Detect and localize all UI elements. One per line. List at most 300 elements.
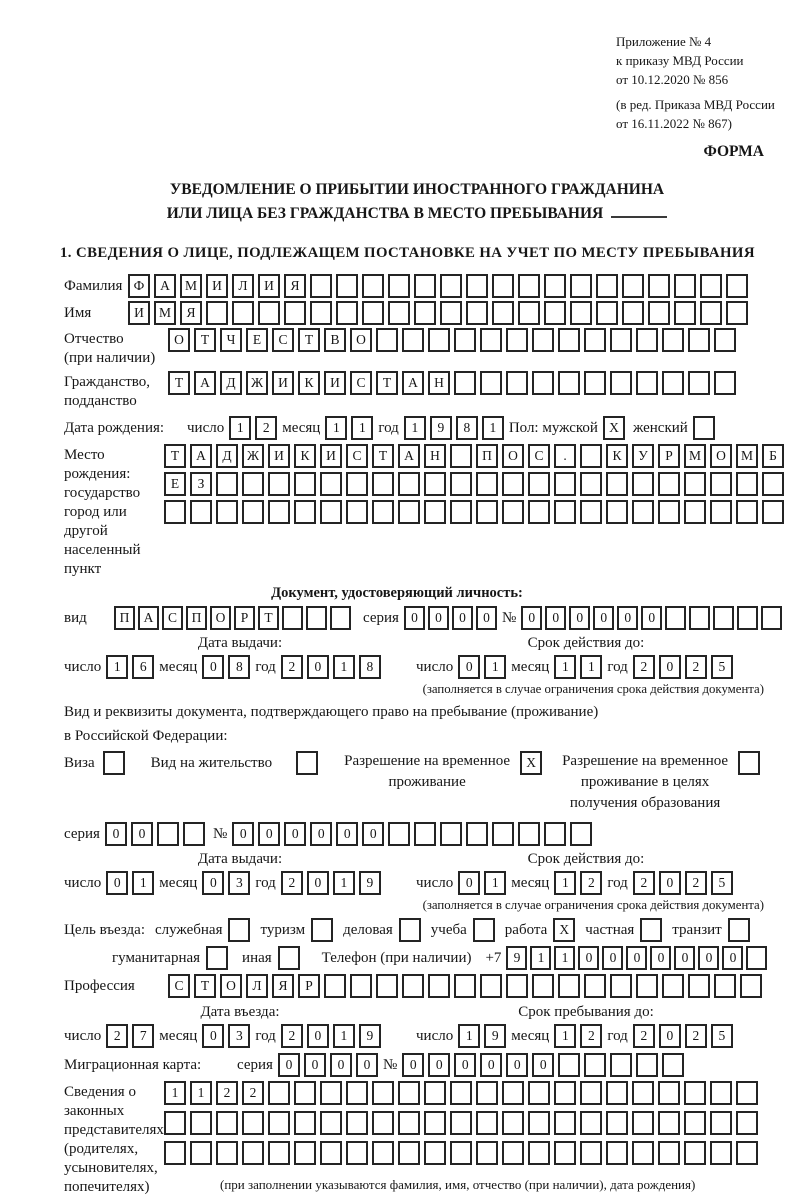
- residence-series-cells[interactable]: [105, 822, 205, 846]
- char-cell[interactable]: [554, 1081, 576, 1105]
- char-cell[interactable]: [502, 1081, 524, 1105]
- char-cell[interactable]: 0: [674, 946, 695, 970]
- char-cell[interactable]: [622, 301, 644, 325]
- char-cell[interactable]: Р: [298, 974, 320, 998]
- char-cell[interactable]: Ж: [242, 444, 264, 468]
- residence-expiry-month-cells[interactable]: [554, 871, 602, 895]
- char-cell[interactable]: [480, 974, 502, 998]
- char-cell[interactable]: [700, 301, 722, 325]
- char-cell[interactable]: [466, 301, 488, 325]
- char-cell[interactable]: [294, 1111, 316, 1135]
- char-cell[interactable]: [216, 1111, 238, 1135]
- char-cell[interactable]: [103, 751, 125, 775]
- char-cell[interactable]: [532, 974, 554, 998]
- char-cell[interactable]: 0: [304, 1053, 326, 1077]
- char-cell[interactable]: [714, 974, 736, 998]
- char-cell[interactable]: П: [114, 606, 135, 630]
- char-cell[interactable]: 2: [633, 655, 655, 679]
- char-cell[interactable]: М: [736, 444, 758, 468]
- char-cell[interactable]: [362, 301, 384, 325]
- char-cell[interactable]: [424, 472, 446, 496]
- char-cell[interactable]: 1: [530, 946, 551, 970]
- char-cell[interactable]: [362, 274, 384, 298]
- char-cell[interactable]: 1: [580, 655, 602, 679]
- char-cell[interactable]: 2: [281, 655, 303, 679]
- char-cell[interactable]: [294, 1081, 316, 1105]
- char-cell[interactable]: [518, 822, 540, 846]
- purpose-business-checkbox[interactable]: [399, 918, 421, 942]
- char-cell[interactable]: 0: [258, 822, 280, 846]
- char-cell[interactable]: [398, 1081, 420, 1105]
- doc-expiry-year-cells[interactable]: [633, 655, 733, 679]
- char-cell[interactable]: [346, 1081, 368, 1105]
- char-cell[interactable]: 0: [106, 871, 128, 895]
- char-cell[interactable]: X: [603, 416, 625, 440]
- doc-number-cells[interactable]: [521, 606, 782, 630]
- char-cell[interactable]: [710, 500, 732, 524]
- char-cell[interactable]: [658, 1081, 680, 1105]
- char-cell[interactable]: [330, 606, 351, 630]
- entry-month-cells[interactable]: [202, 1024, 250, 1048]
- char-cell[interactable]: [606, 1141, 628, 1165]
- doc-expiry-month-cells[interactable]: [554, 655, 602, 679]
- char-cell[interactable]: Е: [246, 328, 268, 352]
- char-cell[interactable]: [737, 606, 758, 630]
- char-cell[interactable]: [440, 274, 462, 298]
- char-cell[interactable]: [398, 500, 420, 524]
- char-cell[interactable]: [688, 974, 710, 998]
- char-cell[interactable]: [610, 371, 632, 395]
- char-cell[interactable]: 9: [506, 946, 527, 970]
- char-cell[interactable]: 0: [626, 946, 647, 970]
- char-cell[interactable]: [580, 472, 602, 496]
- char-cell[interactable]: С: [162, 606, 183, 630]
- char-cell[interactable]: [399, 918, 421, 942]
- char-cell[interactable]: [502, 1141, 524, 1165]
- char-cell[interactable]: [376, 328, 398, 352]
- char-cell[interactable]: 0: [641, 606, 662, 630]
- char-cell[interactable]: 0: [545, 606, 566, 630]
- char-cell[interactable]: 0: [659, 1024, 681, 1048]
- sex-male-checkbox[interactable]: [603, 416, 625, 440]
- char-cell[interactable]: [606, 500, 628, 524]
- char-cell[interactable]: 5: [711, 871, 733, 895]
- char-cell[interactable]: [610, 328, 632, 352]
- char-cell[interactable]: [428, 328, 450, 352]
- char-cell[interactable]: Я: [284, 274, 306, 298]
- char-cell[interactable]: [402, 974, 424, 998]
- char-cell[interactable]: С: [346, 444, 368, 468]
- char-cell[interactable]: 5: [711, 1024, 733, 1048]
- char-cell[interactable]: [689, 606, 710, 630]
- char-cell[interactable]: [424, 1081, 446, 1105]
- char-cell[interactable]: [502, 500, 524, 524]
- char-cell[interactable]: 0: [307, 871, 329, 895]
- char-cell[interactable]: [320, 1141, 342, 1165]
- char-cell[interactable]: Я: [180, 301, 202, 325]
- char-cell[interactable]: [736, 1081, 758, 1105]
- char-cell[interactable]: 0: [452, 606, 473, 630]
- char-cell[interactable]: 0: [131, 822, 153, 846]
- char-cell[interactable]: А: [190, 444, 212, 468]
- char-cell[interactable]: [414, 274, 436, 298]
- char-cell[interactable]: [528, 472, 550, 496]
- char-cell[interactable]: 0: [476, 606, 497, 630]
- char-cell[interactable]: [164, 1111, 186, 1135]
- purpose-tourism-checkbox[interactable]: [311, 918, 333, 942]
- char-cell[interactable]: 1: [333, 871, 355, 895]
- char-cell[interactable]: 0: [569, 606, 590, 630]
- char-cell[interactable]: [570, 301, 592, 325]
- char-cell[interactable]: 1: [164, 1081, 186, 1105]
- char-cell[interactable]: [350, 974, 372, 998]
- char-cell[interactable]: [658, 1141, 680, 1165]
- char-cell[interactable]: [346, 1141, 368, 1165]
- char-cell[interactable]: О: [210, 606, 231, 630]
- purpose-study-checkbox[interactable]: [473, 918, 495, 942]
- char-cell[interactable]: [558, 974, 580, 998]
- char-cell[interactable]: [476, 1081, 498, 1105]
- char-cell[interactable]: [726, 274, 748, 298]
- char-cell[interactable]: [294, 472, 316, 496]
- citizenship-cells[interactable]: [168, 371, 736, 395]
- char-cell[interactable]: [736, 1141, 758, 1165]
- char-cell[interactable]: [306, 606, 327, 630]
- char-cell[interactable]: Н: [428, 371, 450, 395]
- char-cell[interactable]: А: [154, 274, 176, 298]
- char-cell[interactable]: [606, 472, 628, 496]
- char-cell[interactable]: П: [186, 606, 207, 630]
- char-cell[interactable]: [596, 301, 618, 325]
- char-cell[interactable]: [216, 500, 238, 524]
- char-cell[interactable]: М: [154, 301, 176, 325]
- char-cell[interactable]: 5: [711, 655, 733, 679]
- char-cell[interactable]: 7: [132, 1024, 154, 1048]
- char-cell[interactable]: 2: [216, 1081, 238, 1105]
- char-cell[interactable]: 0: [659, 871, 681, 895]
- char-cell[interactable]: [728, 918, 750, 942]
- char-cell[interactable]: [528, 500, 550, 524]
- legal-row2-cells[interactable]: [164, 1111, 758, 1135]
- char-cell[interactable]: [580, 1111, 602, 1135]
- residence-permit-checkbox[interactable]: [296, 751, 318, 775]
- char-cell[interactable]: 0: [105, 822, 127, 846]
- char-cell[interactable]: С: [528, 444, 550, 468]
- char-cell[interactable]: [216, 472, 238, 496]
- char-cell[interactable]: [310, 301, 332, 325]
- char-cell[interactable]: [518, 301, 540, 325]
- char-cell[interactable]: 0: [458, 655, 480, 679]
- entry-year-cells[interactable]: [281, 1024, 381, 1048]
- char-cell[interactable]: 0: [722, 946, 743, 970]
- char-cell[interactable]: [506, 371, 528, 395]
- entry-day-cells[interactable]: [106, 1024, 154, 1048]
- char-cell[interactable]: [502, 472, 524, 496]
- char-cell[interactable]: [710, 1081, 732, 1105]
- char-cell[interactable]: Е: [164, 472, 186, 496]
- char-cell[interactable]: [740, 974, 762, 998]
- char-cell[interactable]: 1: [554, 1024, 576, 1048]
- char-cell[interactable]: [640, 918, 662, 942]
- char-cell[interactable]: [648, 274, 670, 298]
- char-cell[interactable]: [584, 974, 606, 998]
- char-cell[interactable]: [693, 416, 715, 440]
- char-cell[interactable]: [658, 1111, 680, 1135]
- residence-expiry-day-cells[interactable]: [458, 871, 506, 895]
- char-cell[interactable]: [372, 472, 394, 496]
- char-cell[interactable]: [688, 328, 710, 352]
- char-cell[interactable]: 0: [480, 1053, 502, 1077]
- char-cell[interactable]: [636, 1053, 658, 1077]
- purpose-humanitarian-checkbox[interactable]: [206, 946, 228, 970]
- char-cell[interactable]: [268, 1081, 290, 1105]
- char-cell[interactable]: [388, 822, 410, 846]
- char-cell[interactable]: 1: [484, 655, 506, 679]
- char-cell[interactable]: [320, 472, 342, 496]
- char-cell[interactable]: 1: [351, 416, 373, 440]
- birth-month-cells[interactable]: [325, 416, 373, 440]
- char-cell[interactable]: [554, 472, 576, 496]
- char-cell[interactable]: [762, 500, 784, 524]
- char-cell[interactable]: [636, 328, 658, 352]
- char-cell[interactable]: [684, 1081, 706, 1105]
- char-cell[interactable]: 0: [521, 606, 542, 630]
- char-cell[interactable]: 3: [228, 871, 250, 895]
- char-cell[interactable]: [278, 946, 300, 970]
- char-cell[interactable]: 1: [458, 1024, 480, 1048]
- char-cell[interactable]: 1: [484, 871, 506, 895]
- char-cell[interactable]: О: [168, 328, 190, 352]
- char-cell[interactable]: [554, 1141, 576, 1165]
- birth-place-row3-cells[interactable]: [164, 500, 784, 524]
- char-cell[interactable]: [480, 371, 502, 395]
- char-cell[interactable]: [662, 1053, 684, 1077]
- char-cell[interactable]: [674, 274, 696, 298]
- char-cell[interactable]: У: [632, 444, 654, 468]
- char-cell[interactable]: [190, 500, 212, 524]
- char-cell[interactable]: [450, 500, 472, 524]
- char-cell[interactable]: [506, 328, 528, 352]
- char-cell[interactable]: [440, 301, 462, 325]
- purpose-work-checkbox[interactable]: [553, 918, 575, 942]
- char-cell[interactable]: [320, 1111, 342, 1135]
- char-cell[interactable]: 8: [228, 655, 250, 679]
- char-cell[interactable]: [674, 301, 696, 325]
- char-cell[interactable]: [684, 1141, 706, 1165]
- char-cell[interactable]: 0: [404, 606, 425, 630]
- char-cell[interactable]: 0: [454, 1053, 476, 1077]
- doc-expiry-day-cells[interactable]: [458, 655, 506, 679]
- purpose-other-checkbox[interactable]: [278, 946, 300, 970]
- char-cell[interactable]: [466, 822, 488, 846]
- char-cell[interactable]: 0: [330, 1053, 352, 1077]
- doc-kind-cells[interactable]: [114, 606, 351, 630]
- char-cell[interactable]: [336, 274, 358, 298]
- char-cell[interactable]: [310, 274, 332, 298]
- char-cell[interactable]: 2: [633, 1024, 655, 1048]
- char-cell[interactable]: Д: [216, 444, 238, 468]
- char-cell[interactable]: К: [606, 444, 628, 468]
- char-cell[interactable]: С: [350, 371, 372, 395]
- char-cell[interactable]: 1: [106, 655, 128, 679]
- char-cell[interactable]: 0: [336, 822, 358, 846]
- char-cell[interactable]: 2: [685, 871, 707, 895]
- char-cell[interactable]: [320, 500, 342, 524]
- char-cell[interactable]: [388, 274, 410, 298]
- char-cell[interactable]: В: [324, 328, 346, 352]
- char-cell[interactable]: [372, 1141, 394, 1165]
- char-cell[interactable]: Т: [168, 371, 190, 395]
- char-cell[interactable]: 2: [580, 1024, 602, 1048]
- char-cell[interactable]: 8: [456, 416, 478, 440]
- char-cell[interactable]: [284, 301, 306, 325]
- char-cell[interactable]: [206, 946, 228, 970]
- char-cell[interactable]: [688, 371, 710, 395]
- residence-issue-day-cells[interactable]: [106, 871, 154, 895]
- char-cell[interactable]: [632, 500, 654, 524]
- char-cell[interactable]: [476, 472, 498, 496]
- char-cell[interactable]: 0: [428, 606, 449, 630]
- char-cell[interactable]: И: [324, 371, 346, 395]
- char-cell[interactable]: 0: [506, 1053, 528, 1077]
- char-cell[interactable]: [662, 974, 684, 998]
- char-cell[interactable]: [424, 500, 446, 524]
- char-cell[interactable]: [528, 1141, 550, 1165]
- char-cell[interactable]: [372, 1081, 394, 1105]
- char-cell[interactable]: О: [220, 974, 242, 998]
- char-cell[interactable]: 0: [307, 655, 329, 679]
- char-cell[interactable]: 6: [132, 655, 154, 679]
- char-cell[interactable]: 0: [532, 1053, 554, 1077]
- purpose-transit-checkbox[interactable]: [728, 918, 750, 942]
- char-cell[interactable]: 0: [278, 1053, 300, 1077]
- char-cell[interactable]: 2: [685, 655, 707, 679]
- char-cell[interactable]: [761, 606, 782, 630]
- char-cell[interactable]: И: [272, 371, 294, 395]
- char-cell[interactable]: 9: [484, 1024, 506, 1048]
- char-cell[interactable]: К: [298, 371, 320, 395]
- char-cell[interactable]: [714, 371, 736, 395]
- char-cell[interactable]: И: [206, 274, 228, 298]
- char-cell[interactable]: [632, 472, 654, 496]
- char-cell[interactable]: [632, 1081, 654, 1105]
- char-cell[interactable]: [216, 1141, 238, 1165]
- char-cell[interactable]: Т: [258, 606, 279, 630]
- char-cell[interactable]: 2: [242, 1081, 264, 1105]
- char-cell[interactable]: [473, 918, 495, 942]
- char-cell[interactable]: [424, 1111, 446, 1135]
- char-cell[interactable]: [268, 1141, 290, 1165]
- char-cell[interactable]: [492, 301, 514, 325]
- char-cell[interactable]: [398, 1141, 420, 1165]
- char-cell[interactable]: 0: [307, 1024, 329, 1048]
- char-cell[interactable]: 0: [232, 822, 254, 846]
- char-cell[interactable]: 0: [362, 822, 384, 846]
- char-cell[interactable]: 0: [402, 1053, 424, 1077]
- char-cell[interactable]: Т: [298, 328, 320, 352]
- char-cell[interactable]: [242, 500, 264, 524]
- char-cell[interactable]: Ч: [220, 328, 242, 352]
- char-cell[interactable]: М: [180, 274, 202, 298]
- char-cell[interactable]: 3: [228, 1024, 250, 1048]
- residence-number-cells[interactable]: [232, 822, 592, 846]
- char-cell[interactable]: 0: [356, 1053, 378, 1077]
- birth-year-cells[interactable]: [404, 416, 504, 440]
- char-cell[interactable]: [570, 822, 592, 846]
- temp-residence-checkbox[interactable]: [520, 751, 542, 775]
- char-cell[interactable]: [372, 500, 394, 524]
- char-cell[interactable]: [450, 1141, 472, 1165]
- stay-month-cells[interactable]: [554, 1024, 602, 1048]
- char-cell[interactable]: [580, 444, 602, 468]
- char-cell[interactable]: [632, 1141, 654, 1165]
- char-cell[interactable]: И: [258, 274, 280, 298]
- char-cell[interactable]: [450, 1111, 472, 1135]
- char-cell[interactable]: 0: [602, 946, 623, 970]
- visa-checkbox[interactable]: [103, 751, 125, 775]
- char-cell[interactable]: [736, 1111, 758, 1135]
- char-cell[interactable]: [658, 500, 680, 524]
- char-cell[interactable]: [580, 1081, 602, 1105]
- sex-female-checkbox[interactable]: [693, 416, 715, 440]
- char-cell[interactable]: 0: [593, 606, 614, 630]
- char-cell[interactable]: Т: [194, 328, 216, 352]
- char-cell[interactable]: [502, 1111, 524, 1135]
- char-cell[interactable]: [622, 274, 644, 298]
- char-cell[interactable]: [454, 974, 476, 998]
- char-cell[interactable]: И: [268, 444, 290, 468]
- char-cell[interactable]: [606, 1111, 628, 1135]
- char-cell[interactable]: Т: [164, 444, 186, 468]
- char-cell[interactable]: 0: [578, 946, 599, 970]
- char-cell[interactable]: [558, 1053, 580, 1077]
- char-cell[interactable]: [558, 328, 580, 352]
- purpose-official-checkbox[interactable]: [228, 918, 250, 942]
- char-cell[interactable]: [658, 472, 680, 496]
- char-cell[interactable]: [665, 606, 686, 630]
- char-cell[interactable]: [710, 1111, 732, 1135]
- char-cell[interactable]: [662, 328, 684, 352]
- char-cell[interactable]: [324, 974, 346, 998]
- char-cell[interactable]: [584, 328, 606, 352]
- char-cell[interactable]: А: [402, 371, 424, 395]
- char-cell[interactable]: [232, 301, 254, 325]
- char-cell[interactable]: [424, 1141, 446, 1165]
- char-cell[interactable]: [580, 500, 602, 524]
- legal-row1-cells[interactable]: [164, 1081, 758, 1105]
- char-cell[interactable]: [376, 974, 398, 998]
- char-cell[interactable]: [476, 500, 498, 524]
- char-cell[interactable]: [388, 301, 410, 325]
- patronymic-cells[interactable]: [168, 328, 736, 352]
- char-cell[interactable]: О: [502, 444, 524, 468]
- char-cell[interactable]: [454, 328, 476, 352]
- char-cell[interactable]: 2: [281, 871, 303, 895]
- char-cell[interactable]: 8: [359, 655, 381, 679]
- char-cell[interactable]: [242, 1141, 264, 1165]
- char-cell[interactable]: [190, 1111, 212, 1135]
- char-cell[interactable]: [636, 974, 658, 998]
- char-cell[interactable]: [558, 371, 580, 395]
- char-cell[interactable]: [480, 328, 502, 352]
- char-cell[interactable]: 1: [554, 655, 576, 679]
- char-cell[interactable]: А: [398, 444, 420, 468]
- char-cell[interactable]: 2: [106, 1024, 128, 1048]
- char-cell[interactable]: [282, 606, 303, 630]
- char-cell[interactable]: [398, 472, 420, 496]
- char-cell[interactable]: 1: [554, 871, 576, 895]
- char-cell[interactable]: X: [553, 918, 575, 942]
